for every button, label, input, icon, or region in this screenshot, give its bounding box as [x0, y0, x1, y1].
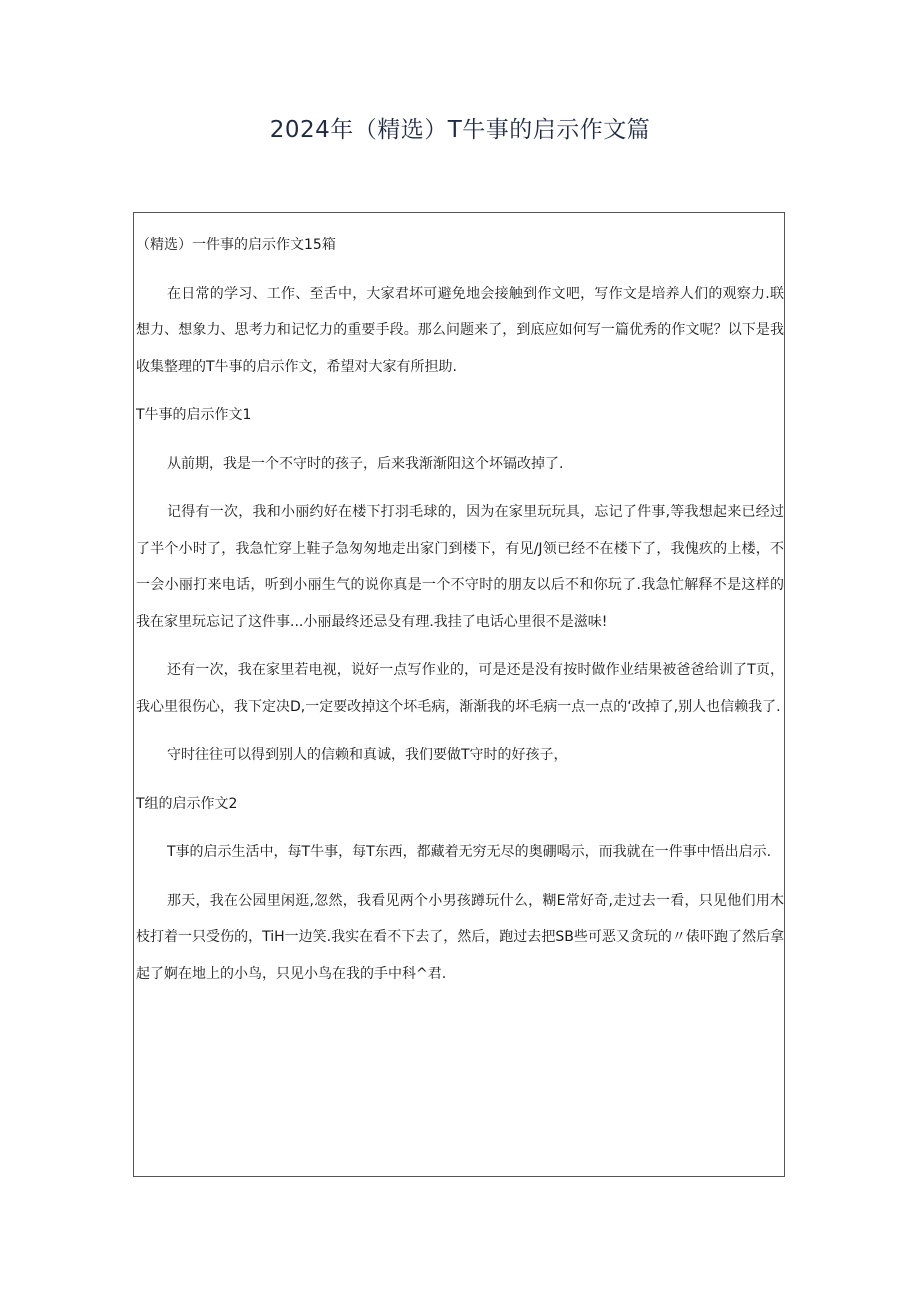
essay-1-paragraph-3: 还有一次，我在家里若电视，说好一点写作业的，可是还是没有按时做作业结果被爸爸给训了T页，我心里很伤心，我下定决D,一定要改掉这个坏毛病，渐渐我的坏毛病一点一点的‘改掉了,别人也信赖我了.	[136, 662, 784, 715]
document-title: 2024年（精选）T牛事的启示作文篇	[269, 117, 651, 143]
essay-2-paragraph-2: 那天，我在公园里闲逛,忽然，我看见两个小男孩蹲玩什么，糊E常好奇,走过去一看，只见他们用木枝打着一只受伤的，TiH一边笑.我实在看不下去了，然后，跑过去把SB些可恶又贪玩的〃俵吓跑了然后拿起了婀在地上的小鸟，只见小鸟在我的手中科^君.	[136, 892, 784, 982]
essay-1-paragraph-2: 记得有一次，我和小丽约好在楼下打羽毛球的，因为在家里玩玩具，忘记了件事,等我想起来已经过了半个小时了，我急忙穿上鞋子急匆匆地走出家门到楼下，有见/J领已经不在楼下了，我傀疚的上楼，不一会小丽打来电话，听到小丽生气的说你真是一个不守时的朋友以后不和你玩了.我急忙解释不是这样的我在家里玩忘记了这件事...小丽最终还忌殳有理.我挂了电话心里很不是滋味!	[136, 504, 784, 630]
essay-1-paragraph-1: 从前期，我是一个不守时的孩子，后来我渐渐阳这个坏镉改掉了.	[167, 455, 564, 472]
essay-1-heading: T牛事的启示作文1	[136, 407, 252, 423]
intro-paragraph: 在日常的学习、工作、至舌中，大家君坏可避免地会接触到作文吧，写作文是培养人们的观察力.联想力、想象力、思考力和记忆力的重要手段。那么问题来了，到底应如何写一篇优秀的作文呢？以下是我收集整理的T牛事的启示作文，希望对大家有所担助.	[136, 285, 784, 375]
intro-heading: （精选）一件事的启示作文15箱	[136, 237, 336, 253]
content-frame	[133, 212, 785, 1177]
essay-1-paragraph-4: 守时往往可以得到别人的信赖和真诚，我们要做T守时的好孩子，	[167, 747, 568, 763]
essay-2-paragraph-1: T事的启示生活中，每T牛事，每T东西，都藏着无穷无尽的奥硼喝示，而我就在一件事中悟出启示.	[167, 844, 772, 860]
essay-2-heading: T组的启示作文2	[136, 795, 238, 812]
content-body	[136, 227, 784, 992]
